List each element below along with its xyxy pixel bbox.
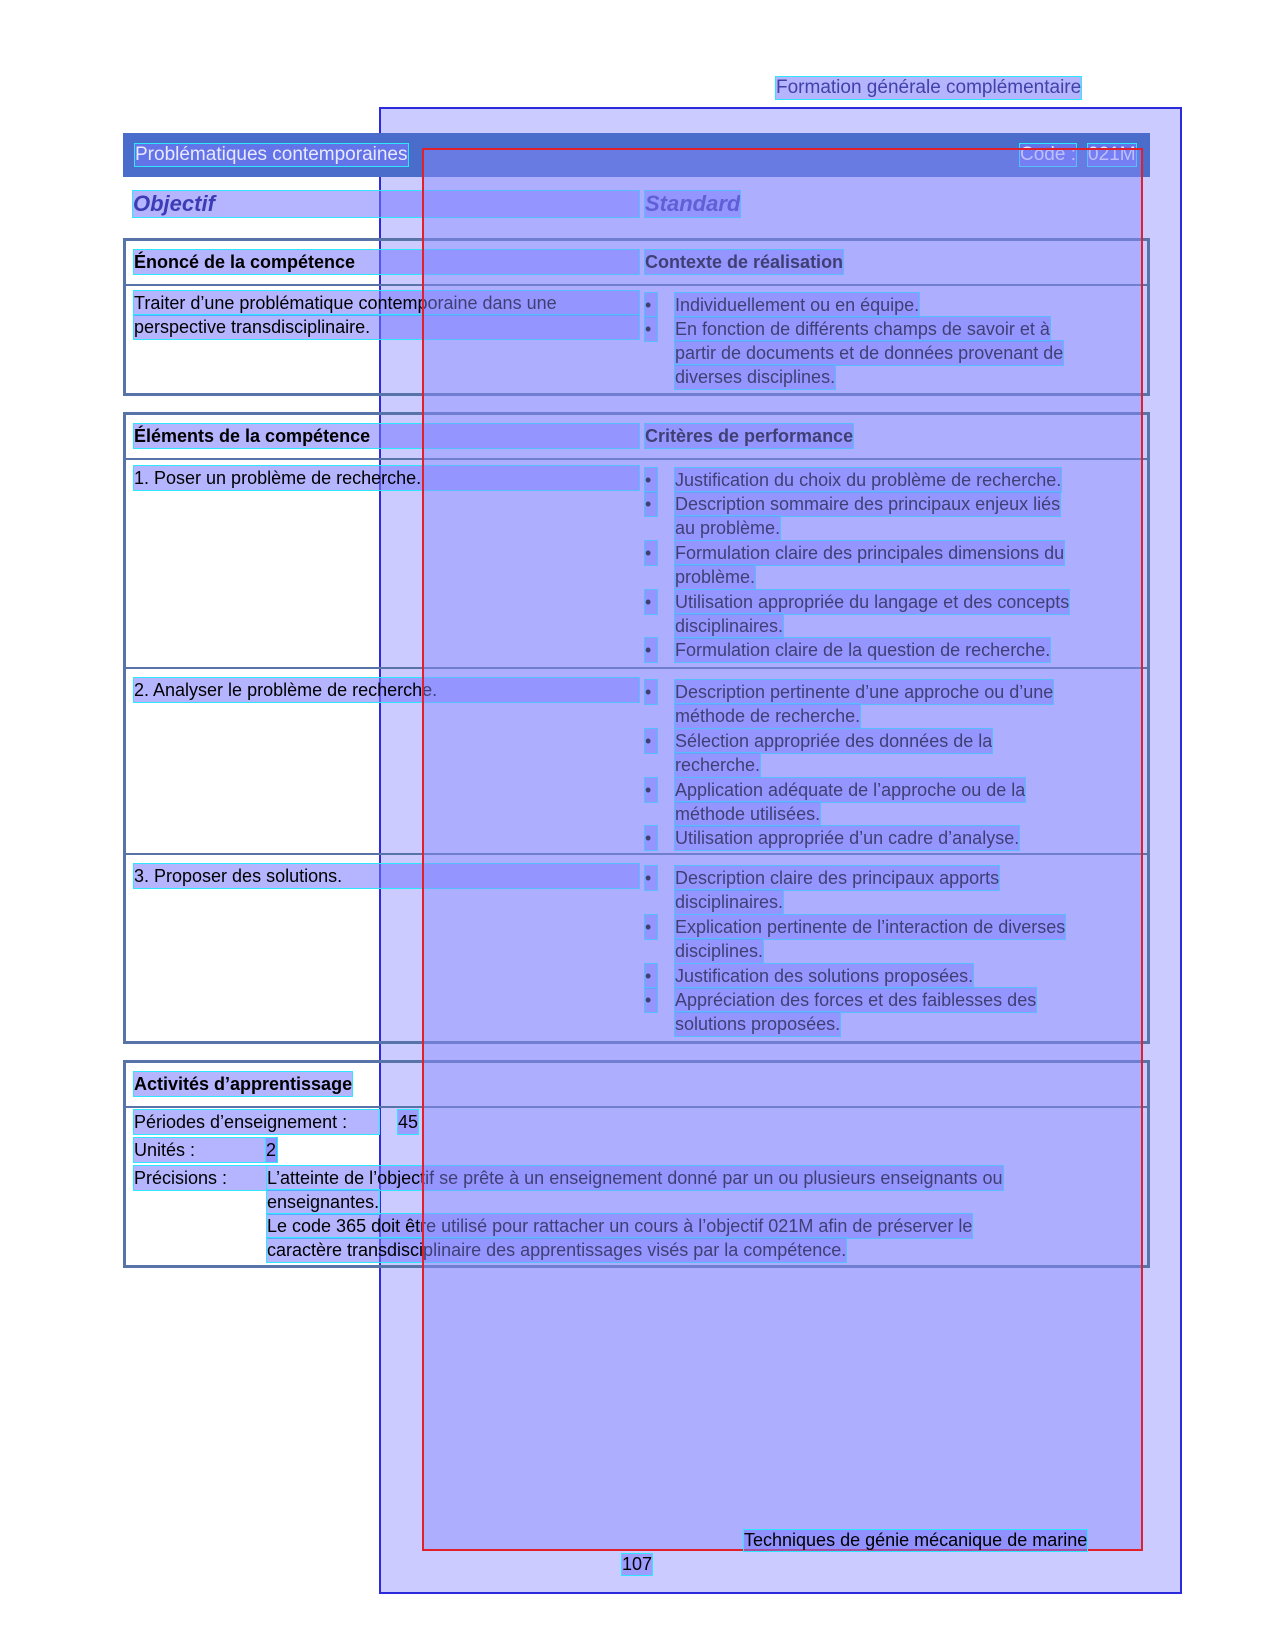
criterion: Description claire des principaux apports: [675, 868, 1000, 888]
bullet: •: [645, 964, 657, 988]
criterion: disciplinaires.: [675, 892, 784, 912]
units-label: Unités :: [134, 1138, 276, 1162]
bullet: •: [645, 988, 657, 1012]
enonce-header: Énoncé de la compétence: [134, 250, 639, 274]
precision-line: caractère transdisciplinaire des apprentissages visés par la compétence.: [267, 1240, 847, 1260]
bullet: •: [645, 778, 657, 802]
criterion: disciplines.: [675, 941, 764, 961]
criterion: Formulation claire de la question de recherche.: [675, 640, 1051, 660]
precision-line: Le code 365 doit être utilisé pour rattacher un cours à l’objectif 021M afin de préserver le: [267, 1216, 973, 1236]
criterion: recherche.: [675, 755, 761, 775]
criterion: disciplinaires.: [675, 616, 784, 636]
criterion: Explication pertinente de l’interaction de diverses: [675, 917, 1066, 937]
contexte-header: Contexte de réalisation: [645, 252, 844, 272]
criterion: Sélection appropriée des données de la: [675, 731, 993, 751]
criterion: méthode de recherche.: [675, 706, 861, 726]
criterion: Description sommaire des principaux enjeux liés: [675, 494, 1061, 514]
context-item: diverses disciplines.: [675, 367, 836, 387]
criterion: Description pertinente d’une approche ou d’une: [675, 682, 1054, 702]
bullet: •: [645, 638, 657, 662]
precision-line: enseignantes.: [267, 1192, 380, 1212]
criterion: Justification du choix du problème de recherche.: [675, 470, 1062, 490]
criterion: au problème.: [675, 518, 781, 538]
bullet: •: [645, 468, 657, 492]
element-3-label: 3. Proposer des solutions.: [134, 864, 639, 888]
periods-label: Périodes d’enseignement :: [134, 1110, 379, 1134]
bullet: •: [645, 492, 657, 516]
element-2-label: 2. Analyser le problème de recherche.: [134, 678, 639, 702]
criterion: Utilisation appropriée d’un cadre d’analyse.: [675, 828, 1020, 848]
page-number: 107: [622, 1554, 653, 1574]
bullet: •: [645, 826, 657, 850]
criterion: solutions proposées.: [675, 1014, 841, 1034]
criterion: problème.: [675, 567, 756, 587]
overlay-panel-inner: [422, 148, 1143, 1551]
bullet: •: [645, 680, 657, 704]
criterion: Justification des solutions proposées.: [675, 966, 974, 986]
bullet: •: [645, 317, 657, 341]
context-item: Individuellement ou en équipe.: [675, 295, 920, 315]
standard-heading: Standard: [645, 191, 741, 216]
criterion: Appréciation des forces et des faiblesses des: [675, 990, 1037, 1010]
precisions-label: Précisions :: [134, 1166, 266, 1190]
statement-line-2: perspective transdisciplinaire.: [134, 315, 639, 339]
criterion: méthode utilisées.: [675, 804, 821, 824]
criterion: Formulation claire des principales dimensions du: [675, 543, 1065, 563]
elements-header: Éléments de la compétence: [134, 424, 639, 448]
context-item: En fonction de différents champs de savoir et à: [675, 319, 1050, 339]
running-header: Formation générale complémentaire: [776, 77, 1082, 98]
element-1-label: 1. Poser un problème de recherche.: [134, 466, 639, 490]
statement-line-1: Traiter d’une problématique contemporaine dans une: [134, 291, 639, 315]
criterion: Utilisation appropriée du langage et des concepts: [675, 592, 1070, 612]
context-item: partir de documents et de données provenant de: [675, 343, 1064, 363]
precision-line: L’atteinte de l’objectif se prête à un enseignement donné par un ou plusieurs enseignants ou: [267, 1168, 1003, 1188]
periods-value: 45: [398, 1112, 419, 1132]
course-title: Problématiques contemporaines: [135, 144, 408, 165]
activites-header: Activités d’apprentissage: [134, 1074, 353, 1094]
code-value: 021M: [1088, 144, 1136, 165]
objectif-heading: Objectif: [133, 191, 639, 217]
code-label: Code :: [1020, 144, 1076, 165]
units-value: 2: [266, 1140, 277, 1160]
criterion: Application adéquate de l’approche ou de la: [675, 780, 1026, 800]
bullet: •: [645, 293, 657, 317]
bullet: •: [645, 729, 657, 753]
criteres-header: Critères de performance: [645, 426, 854, 446]
bullet: •: [645, 541, 657, 565]
footer-program: Techniques de génie mécanique de marine: [744, 1530, 1088, 1550]
bullet: •: [645, 866, 657, 890]
bullet: •: [645, 915, 657, 939]
bullet: •: [645, 590, 657, 614]
